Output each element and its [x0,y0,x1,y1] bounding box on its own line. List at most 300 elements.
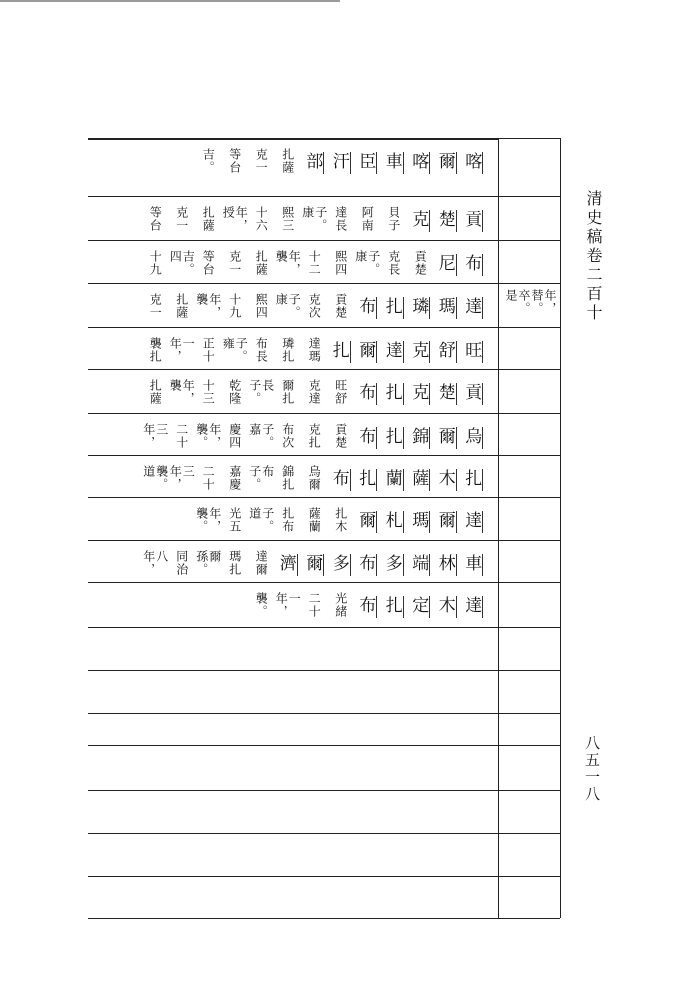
table-cell [460,413,487,455]
table-cell [195,283,222,327]
table-cell [248,138,275,196]
table-cell [460,240,487,283]
table-cell [301,497,328,540]
margin-rule-line [498,455,560,456]
table-cell [407,413,434,455]
table-cell [301,455,328,497]
name-glyph: 車 [383,152,404,174]
name-glyph: 木 [436,596,457,618]
margin-rule-line [498,833,560,834]
remark-text: 年，替。卒。是 [504,289,557,315]
name-glyph: 尼 [436,254,457,276]
table-cell [142,413,169,455]
margin-rule-line [498,369,560,370]
table-cell [274,196,301,240]
name-glyph: 璘 [409,297,430,319]
annotation-text: 子。嘉 [247,423,275,449]
annotation-text: 子。康 [353,250,381,276]
table-cell [168,369,195,413]
table-cell [248,369,275,413]
annotation-text: 三年， [168,465,196,491]
table-cell [248,497,275,540]
name-glyph: 楚 [436,383,457,405]
table-row [88,196,498,240]
margin-rule-line [498,582,560,583]
name-glyph: 車 [462,554,483,576]
table-cell [221,196,248,240]
name-glyph: 貢 [462,383,483,405]
name-glyph: 布 [356,596,377,618]
table-cell [142,327,169,369]
name-glyph: 薩 [409,469,430,491]
table-cell [274,138,301,196]
table-cell [248,455,275,497]
table-cell [327,455,354,497]
name-glyph: 濟 [277,554,298,576]
annotation-text: 克達 [307,379,322,405]
table-cell [354,138,381,196]
margin-rule-line [498,196,560,197]
annotation-text: 貢楚 [333,423,348,449]
name-glyph: 布 [356,427,377,449]
annotation-text: 二十 [174,423,189,449]
annotation-text: 十六 [254,206,269,232]
row-rule-line [88,790,498,791]
table-cell [354,283,381,327]
margin-rule-line [498,283,560,284]
name-glyph: 扎 [383,297,404,319]
name-glyph: 達 [462,297,483,319]
annotation-text: 錦扎 [280,465,295,491]
table-cell [433,582,460,627]
table-cell [327,327,354,369]
annotation-text: 同治 [174,550,189,576]
table-cell [433,413,460,455]
annotation-text: 扎薩 [280,148,295,174]
row-rule-line [88,833,498,834]
name-glyph: 布 [356,383,377,405]
table-cell [407,540,434,582]
annotation-text: 扎布 [280,507,295,533]
table-cell [301,327,328,369]
name-glyph: 林 [436,554,457,576]
name-glyph: 扎 [383,596,404,618]
annotation-text: 十九 [227,293,242,319]
table-cell [274,327,301,369]
annotation-text: 達爾 [254,550,269,576]
name-glyph: 布 [356,297,377,319]
table-cell [195,455,222,497]
annotation-text: 布次 [280,423,295,449]
table-cell [407,196,434,240]
name-glyph: 汗 [330,152,351,174]
table-cell [433,369,460,413]
table-cell [460,369,487,413]
name-glyph: 喀 [462,152,483,174]
table-cell [142,196,169,240]
table-cell [433,196,460,240]
table-cell [248,327,275,369]
table-row [88,369,498,413]
table-cell [301,240,328,283]
name-glyph: 扎 [462,469,483,491]
table-cell [221,540,248,582]
table-cell [407,369,434,413]
name-glyph: 楚 [436,210,457,232]
annotation-text: 年，襲 [274,250,302,276]
name-glyph: 舒 [436,341,457,363]
annotation-text: 貢楚 [413,250,428,276]
table-cell [221,413,248,455]
name-glyph: 爾 [356,511,377,533]
annotation-text: 年，授 [221,206,249,232]
table-cell [301,138,328,196]
annotation-text: 慶四 [227,423,242,449]
name-glyph: 蘭 [383,469,404,491]
table-cell [301,283,328,327]
table-cell [433,497,460,540]
annotation-text: 瑪扎 [227,550,242,576]
table-cell [380,327,407,369]
row-rule-line [88,713,498,714]
table-cell [168,327,195,369]
table-cell [354,196,381,240]
table-cell [221,497,248,540]
annotation-text: 光緒 [333,592,348,618]
annotation-text: 襲。道 [141,465,169,491]
name-glyph: 爾 [436,427,457,449]
table-row [88,240,498,283]
annotation-text: 克一 [254,148,269,174]
table-cell [354,582,381,627]
table-cell [274,455,301,497]
table-cell [248,196,275,240]
table-row [88,138,498,196]
name-glyph: 旺 [462,341,483,363]
table-cell [142,283,169,327]
name-glyph: 瑪 [436,297,457,319]
table-cell [248,582,275,627]
annotation-text: 扎薩 [201,206,216,232]
annotation-text: 襲。 [254,592,269,618]
name-glyph: 布 [356,554,377,576]
table-cell [301,369,328,413]
table-cell [433,283,460,327]
table-cell [168,540,195,582]
table-cell [274,283,301,327]
name-glyph: 扎 [330,341,351,363]
annotation-text: 二十 [201,465,216,491]
annotation-text: 貝子 [386,206,401,232]
table-row [88,540,498,582]
table-cell [221,240,248,283]
table-cell [327,413,354,455]
annotation-text: 吉。四 [168,250,196,276]
annotation-text: 達瑪 [307,337,322,363]
annotation-text: 爾扎 [280,379,295,405]
name-glyph: 達 [462,511,483,533]
annotation-text: 克一 [148,293,163,319]
table-cell [142,240,169,283]
margin-rule-line [498,627,560,628]
table-row [88,497,498,540]
table-cell [248,540,275,582]
table-cell [407,582,434,627]
table-row [88,582,498,627]
table-cell [327,369,354,413]
annotation-text: 三年， [141,423,169,449]
table-cell [327,497,354,540]
table-cell [327,540,354,582]
table-cell [327,240,354,283]
table-cell [354,369,381,413]
name-glyph: 瑪 [409,511,430,533]
name-glyph: 爾 [436,511,457,533]
table-cell [195,240,222,283]
name-glyph: 錦 [409,427,430,449]
name-glyph: 達 [462,596,483,618]
name-glyph: 木 [436,469,457,491]
name-glyph: 臣 [356,152,377,174]
table-cell [460,327,487,369]
table-cell [433,327,460,369]
margin-rule-line [498,670,560,671]
table-divider-line [498,138,499,918]
name-glyph: 克 [409,383,430,405]
annotation-text: 扎薩 [254,250,269,276]
table-cell [274,413,301,455]
margin-rule-line [498,790,560,791]
table-cell [274,369,301,413]
margin-rule-line [498,918,560,919]
table-row [88,455,498,497]
table-cell [380,138,407,196]
name-glyph: 多 [383,554,404,576]
annotation-text: 八年， [141,550,169,576]
annotation-text: 熙三 [280,206,295,232]
annotation-text: 烏爾 [307,465,322,491]
margin-rule-line [498,138,560,139]
annotation-text: 克次 [307,293,322,319]
table-cell [460,283,487,327]
annotation-text: 爾孫。 [194,550,222,576]
page-number: 八五一八 [583,735,601,803]
table-cell [195,369,222,413]
table-cell [248,413,275,455]
annotation-text: 熙四 [333,250,348,276]
name-glyph: 多 [330,554,351,576]
table-cell [433,138,460,196]
annotation-text: 年，襲。 [194,423,222,449]
table-cell [460,455,487,497]
table-cell [195,413,222,455]
table-cell [380,455,407,497]
table-cell [354,497,381,540]
table-cell [195,327,222,369]
table-cell [460,138,487,196]
annotation-text: 璘扎 [280,337,295,363]
annotation-text: 等台 [201,250,216,276]
table-cell [433,540,460,582]
table-cell [221,138,248,196]
annotation-text: 等台 [227,148,242,174]
table-cell [168,196,195,240]
table-cell [274,497,301,540]
table-cell [142,455,169,497]
annotation-text: 子。康 [300,206,328,232]
name-glyph: 克 [409,341,430,363]
annotation-text: 子。雍 [221,337,249,363]
annotation-text: 長子。 [247,379,275,405]
table-cell [354,413,381,455]
table-cell [354,455,381,497]
name-glyph: 扎 [383,383,404,405]
row-rule-line [88,876,498,877]
name-glyph: 布 [330,469,351,491]
annotation-text: 子。道 [247,507,275,533]
annotation-text: 等台 [148,206,163,232]
table-cell [407,327,434,369]
table-cell [380,413,407,455]
table-cell [221,327,248,369]
table-cell [274,582,301,627]
table-cell [380,369,407,413]
table-cell [195,196,222,240]
table-cell [221,455,248,497]
table-cell [407,138,434,196]
annotation-text: 貢楚 [333,293,348,319]
name-glyph: 爾 [436,152,457,174]
name-glyph: 貢 [462,210,483,232]
table-cell [248,283,275,327]
table-cell [327,196,354,240]
annotation-text: 襲扎 [148,337,163,363]
table-cell [460,196,487,240]
table-cell [380,540,407,582]
table-cell [195,497,222,540]
table-cell [195,540,222,582]
table-cell [380,240,407,283]
table-cell [327,582,354,627]
margin-rule-line [498,745,560,746]
scan-edge-line [0,0,340,2]
name-glyph: 達 [383,341,404,363]
margin-edge-line [560,138,561,918]
table-cell [460,540,487,582]
table-cell [433,240,460,283]
annotation-text: 一年， [274,592,302,618]
annotation-text: 十九 [148,250,163,276]
book-title: 清史稿卷二百十 [584,190,603,323]
table-cell [327,283,354,327]
table-row [88,327,498,369]
annotation-text: 二十 [307,592,322,618]
annotation-text: 克長 [386,250,401,276]
table-cell [460,497,487,540]
annotation-text: 年，襲。 [194,507,222,533]
table-cell [142,540,169,582]
annotation-text: 十三 [201,379,216,405]
table-cell [380,582,407,627]
annotation-text: 吉。 [201,148,216,174]
name-glyph: 烏 [462,427,483,449]
table-cell [380,497,407,540]
margin-rule-line [498,540,560,541]
annotation-text: 達長 [333,206,348,232]
name-glyph: 克 [409,210,430,232]
annotation-text: 布長 [254,337,269,363]
row-rule-line [88,670,498,671]
annotation-text: 克一 [227,250,242,276]
annotation-text: 旺舒 [333,379,348,405]
table-cell [407,497,434,540]
row-rule-line [88,627,498,628]
margin-rule-line [498,876,560,877]
name-glyph: 喀 [409,152,430,174]
annotation-text: 扎薩 [148,379,163,405]
table-cell [407,455,434,497]
table-cell [380,283,407,327]
annotation-text: 正十 [201,337,216,363]
table-cell [407,283,434,327]
row-rule-line [88,745,498,746]
table-cell [168,413,195,455]
annotation-text: 年，襲 [168,379,196,405]
table-cell [301,582,328,627]
margin-rule-line [498,413,560,414]
name-glyph: 端 [409,554,430,576]
annotation-text: 克一 [174,206,189,232]
table-cell [301,196,328,240]
table-cell [301,540,328,582]
name-glyph: 部 [303,152,324,174]
table-row [88,283,498,327]
name-glyph: 爾 [303,554,324,576]
table-cell [354,327,381,369]
name-glyph: 爾 [356,341,377,363]
table-cell [274,540,301,582]
table-cell [301,413,328,455]
table-cell [354,240,381,283]
table-cell [433,455,460,497]
table-cell [168,455,195,497]
annotation-text: 克扎 [307,423,322,449]
margin-rule-line [498,713,560,714]
table-cell [142,369,169,413]
annotation-text: 子。康 [274,293,302,319]
annotation-text: 薩蘭 [307,507,322,533]
annotation-text: 十二 [307,250,322,276]
name-glyph: 扎 [356,469,377,491]
annotation-text: 扎木 [333,507,348,533]
table-cell [274,240,301,283]
annotation-text: 年，襲 [194,293,222,319]
table-cell [168,240,195,283]
table-cell [195,138,222,196]
table-cell [221,283,248,327]
name-glyph: 札 [383,511,404,533]
margin-rule-line [498,497,560,498]
annotation-text: 阿南 [360,206,375,232]
name-glyph: 定 [409,596,430,618]
annotation-text: 嘉慶 [227,465,242,491]
annotation-text: 布子。 [247,465,275,491]
row-rule-line [88,918,498,919]
name-glyph: 扎 [383,427,404,449]
table-cell [248,240,275,283]
name-glyph: 布 [462,254,483,276]
annotation-text: 光五 [227,507,242,533]
